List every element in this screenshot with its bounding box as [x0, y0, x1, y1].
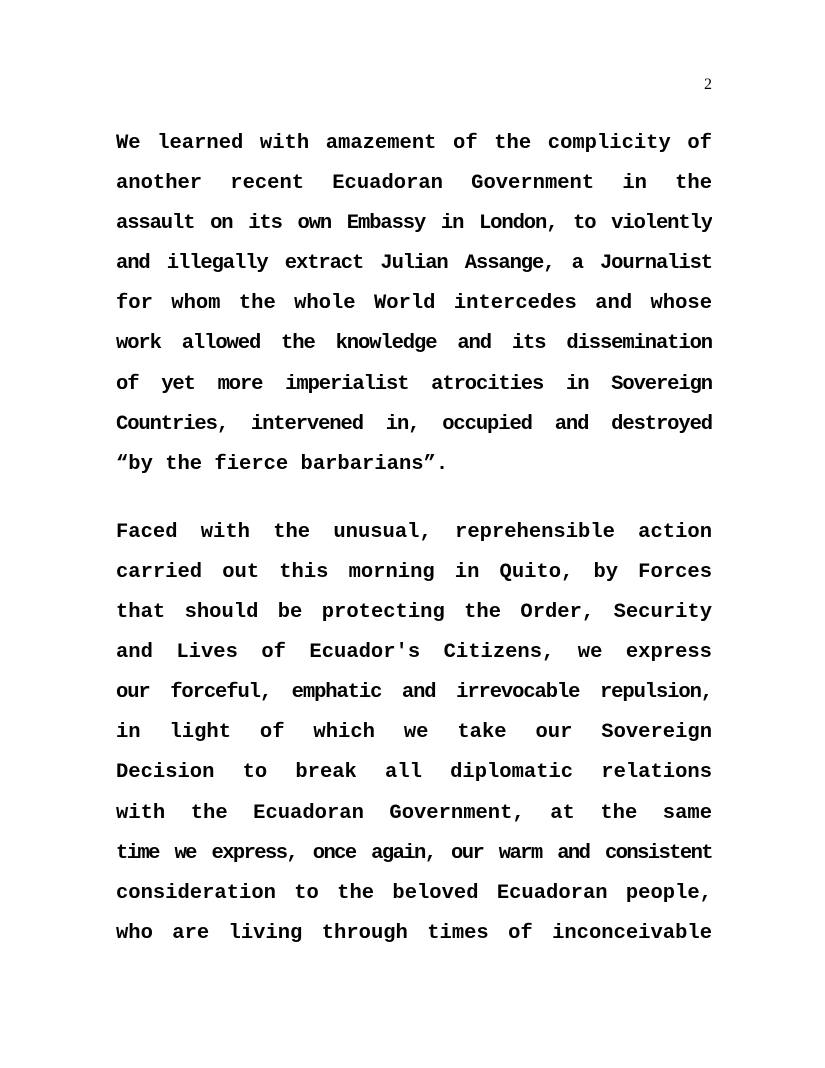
text-line: and Lives of Ecuador's Citizens, we express [116, 641, 712, 665]
paragraph-1 [116, 124, 712, 485]
text-line: work allowed the knowledge and its dissemination [116, 332, 712, 356]
text-line: in light of which we take our Sovereign [116, 721, 712, 745]
text-line: We learned with amazement of the complicity of [116, 132, 712, 155]
text-line: another recent Ecuadoran Government in the [116, 172, 712, 196]
text-line: Decision to break all diplomatic relations [116, 761, 712, 785]
text-line: our forceful, emphatic and irrevocable repulsion, [116, 681, 712, 705]
text-line: carried out this morning in Quito, by Forces [116, 560, 712, 584]
text-line: with the Ecuadoran Government, at the same [116, 801, 712, 825]
text-line: that should be protecting the Order, Security [116, 601, 712, 625]
text-line: Faced with the unusual, reprehensible action [116, 520, 712, 544]
document-body [116, 124, 712, 954]
text-line: Countries, intervened in, occupied and destroyed [116, 412, 712, 436]
text-line: who are living through times of inconceivable [116, 921, 712, 945]
text-line: and illegally extract Julian Assange, a Journalist [116, 252, 712, 276]
text-line: of yet more imperialist atrocities in Sovereign [116, 372, 712, 396]
text-line: “by the fierce barbarians”. [116, 452, 449, 476]
text-line: for whom the whole World intercedes and whose [116, 292, 712, 316]
text-line: assault on its own Embassy in London, to violently [116, 212, 712, 236]
page-number: 2 [704, 76, 712, 93]
text-line: consideration to the beloved Ecuadoran people, [116, 881, 712, 905]
paragraph-spacer [116, 485, 712, 513]
paragraph-2 [116, 513, 712, 954]
text-line: time we express, once again, our warm and consistent [116, 841, 712, 865]
